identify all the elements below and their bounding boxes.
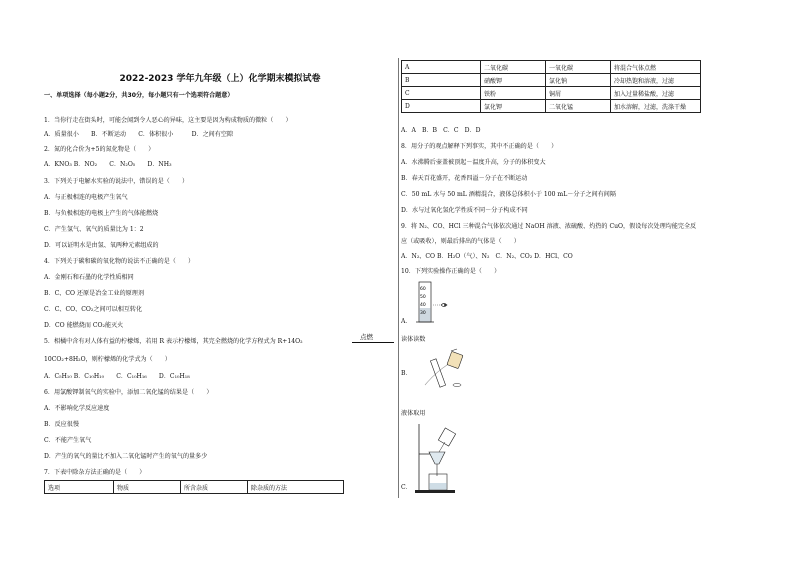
column-divider	[398, 58, 399, 498]
table-row	[402, 87, 701, 100]
table-cell: 物质	[114, 481, 181, 494]
table-cell: 冷却热饱和溶液，过滤	[611, 74, 701, 87]
option-line: A．C₅H₁₀ B．C₁₀H₁₀ C．C₁₀H₁₆ D．C₁₀H₁₈	[44, 373, 190, 380]
option-line: A．质量很小 B．不断运动 C．体积很小 D．之间有空隙	[44, 131, 234, 138]
q7-table-body	[401, 60, 701, 113]
table-row	[402, 100, 701, 113]
reaction-condition: 点燃	[360, 333, 373, 341]
option-line: C．不能产生氧气	[44, 437, 92, 444]
question-line: 3．下列关于电解水实验的说法中，错误的是（ ）	[44, 178, 189, 185]
option-label: A．	[401, 318, 412, 325]
liquid-pouring-figure	[421, 345, 481, 393]
option-line: A．不影响化学反应速度	[44, 405, 110, 412]
option-label: B．	[401, 370, 412, 377]
option-line: D．CO 能燃烧而 CO₂能灭火	[44, 322, 124, 329]
page-title: 2022-2023 学年九年级（上）化学期末模拟试卷	[119, 74, 321, 84]
option-line: B．C、CO 还原是冶金工业的原理剂	[44, 290, 144, 297]
cylinder-tick-label: 50	[420, 295, 426, 300]
table-cell: 氯化钠	[546, 74, 611, 87]
option-line: B．反应很慢	[44, 421, 79, 428]
question-line: 9．将 N₂、CO、HCl 三种混合气体依次通过 NaOH 溶液、浓硫酸、灼热的 CuO，假设每次处理均能完全反	[401, 223, 697, 230]
table-cell: 将混合气体点燃	[611, 61, 701, 74]
option-line: B．春天百花盛开，花香四溢－分子在不断运动	[401, 175, 528, 182]
figure-caption: 读体读数	[401, 336, 426, 343]
left-column	[44, 0, 396, 562]
table-row	[402, 61, 701, 74]
option-line: D．水与过氧化氢化学性质不同－分子构成不同	[401, 207, 528, 214]
question-line: 5．相橘中含有对人体有益的柠檬烯，若用 R 表示柠檬烯，其完全燃烧的化学方程式为 R+14O₂	[44, 338, 303, 345]
figure-caption: 液体取用	[401, 410, 426, 417]
table-cell: A	[402, 61, 481, 74]
question-line: 1．当你行走在街头时，可能会闻到令人恶心的异味，这主要是因为构成物质的微粒（ ）	[44, 117, 292, 124]
question-line: 10．下列实验操作正确的是（ ）	[401, 268, 501, 275]
table-cell: 二氧化碳	[481, 61, 546, 74]
table-cell: 硝酸钾	[481, 74, 546, 87]
option-line: B．与负极相连的电极上产生的气体能燃烧	[44, 210, 159, 217]
table-cell: B	[402, 74, 481, 87]
table-cell: C	[402, 87, 481, 100]
graduated-cylinder-figure	[411, 280, 461, 326]
question-line: 10CO₂+8H₂O，则柠檬烯的化学式为（ ）	[44, 356, 171, 363]
table-cell: 选项	[45, 481, 114, 494]
option-line: A．水沸腾后壶盖被顶起－温度升高，分子的体积变大	[401, 159, 546, 166]
option-line: A．金刚石和石墨的化学性质相同	[44, 274, 134, 281]
option-line: D．产生的氧气的量比不加入二氧化锰时产生的氧气的量多少	[44, 453, 208, 460]
filtration-figure	[411, 420, 471, 496]
option-line: A．A B．B C．C D．D	[401, 127, 481, 134]
table-cell: 铜屑	[546, 87, 611, 100]
table-cell: 加水溶解，过滤，洗涤干燥	[611, 100, 701, 113]
q7-table-header	[44, 480, 344, 494]
cylinder-tick-label: 60	[420, 287, 426, 292]
table-row	[45, 481, 344, 494]
option-line: A．N₂、CO B．H₂O（气）、N₂ C．N₂、CO₂ D．HCl、CO	[401, 253, 573, 260]
table-cell: 加入过量稀盐酸，过滤	[611, 87, 701, 100]
table-cell: 氯化钾	[481, 100, 546, 113]
option-line: C．C、CO、CO₂之间可以相互转化	[44, 306, 143, 313]
question-line: 2．氮的化合价为+5的氮化物是（ ）	[44, 146, 155, 153]
section-heading: 一、单项选择（每小题2分，共30分，每小题只有一个选项符合题意）	[44, 92, 234, 99]
cylinder-tick-label: 30	[420, 311, 426, 316]
table-row	[402, 74, 701, 87]
question-line: 8．用分子的观点解释下列事实，其中不正确的是（ ）	[401, 143, 558, 150]
reaction-arrow-line	[352, 342, 394, 343]
option-line: D．可以证明水是由氢、氧两种元素组成的	[44, 242, 159, 249]
option-line: A．KNO₃ B．NO₂ C．N₂O₅ D．NH₃	[44, 161, 172, 168]
question-line: 应（或吸收），则最后排出的气体是（ ）	[401, 238, 520, 245]
option-line: C．产生氢气、氧气的质量比为 1：2	[44, 226, 144, 233]
table-cell: 一氧化碳	[546, 61, 611, 74]
question-line: 4．下列关于碳和碳的氧化物的说法不正确的是（ ）	[44, 258, 195, 265]
table-cell: 除杂质的方法	[248, 481, 344, 494]
option-line: C．50 mL 水与 50 mL 酒精混合，液体总体积小于 100 mL－分子之间有间隔	[401, 191, 616, 198]
question-line: 7．下表中除杂方法正确的是（ ）	[44, 469, 146, 476]
cylinder-tick-label: 40	[420, 303, 426, 308]
option-label: C．	[401, 484, 412, 491]
right-column	[401, 0, 753, 562]
table-cell: 所含杂质	[181, 481, 248, 494]
table-cell: 铁粉	[481, 87, 546, 100]
question-line: 6．用氯酸钾制氧气的实验中，添加二氧化锰的结果是（ ）	[44, 389, 213, 396]
table-cell: D	[402, 100, 481, 113]
table-cell: 二氧化锰	[546, 100, 611, 113]
option-line: A．与正极相连的电极产生氧气	[44, 194, 128, 201]
